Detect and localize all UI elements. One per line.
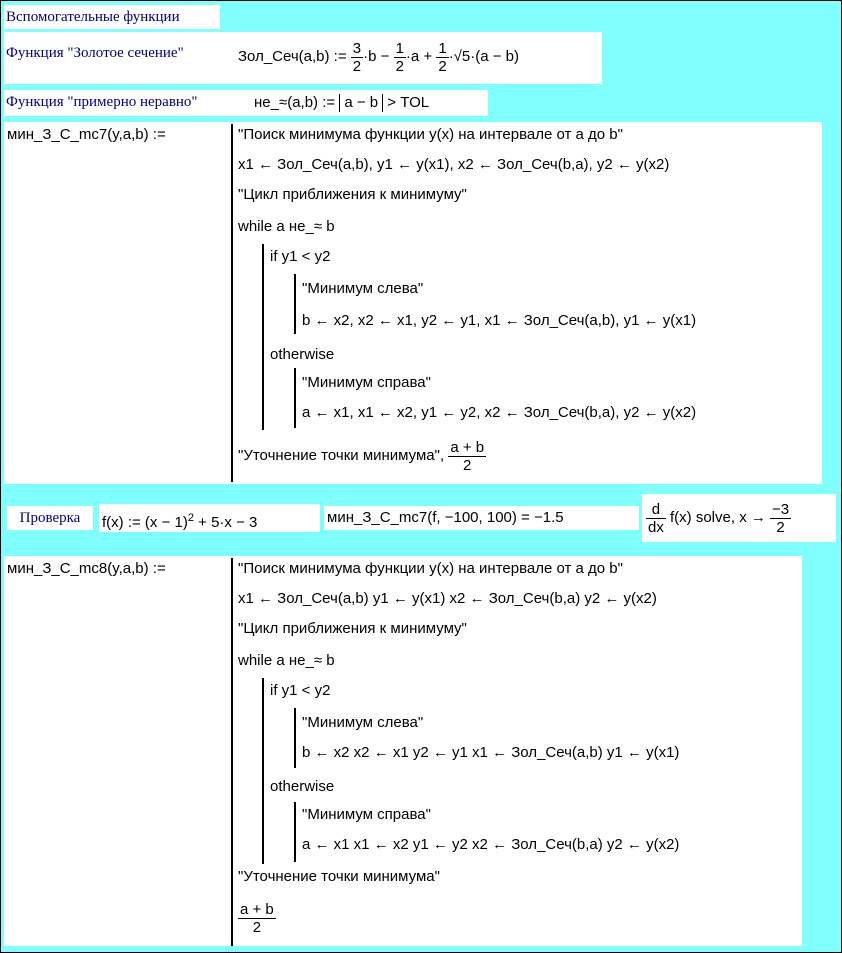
left-branch-line: b ← x2 x2 ← x1 y2 ← y1 x1 ← Зол_Сеч(a,b) y1 ← y(x1) bbox=[302, 744, 680, 761]
golden-section-region[interactable] bbox=[4, 32, 602, 84]
symbolic-derivative-solve[interactable]: $\frac{d}{dx}$ f(x) solve, x → $\frac{-3}{2}$ bbox=[642, 494, 836, 542]
fraction: $\frac{a + b}{2}$ bbox=[450, 438, 485, 474]
right-branch-line: a ← x1, x1 ← x2, y1 ← y2, x2 ← Зол_Сеч(b,a), y2 ← y(x2) bbox=[302, 404, 697, 421]
fraction: $\frac{1}{2}$ bbox=[438, 39, 447, 75]
approx-neq-label: Функция "примерно неравно" bbox=[6, 94, 198, 110]
fraction: $\frac{1}{2}$ bbox=[395, 39, 404, 75]
program-mc8-region[interactable] bbox=[4, 556, 802, 946]
program-comment: "Минимум слева" bbox=[302, 280, 424, 297]
golden-section-definition: Зол_Сеч(a,b) := $\frac{3}{2}$ ·b − $\frac{1}{2}$ ·a + $\frac{1}{2}$ ·√5·(a − b) bbox=[238, 39, 520, 75]
while-bar bbox=[262, 678, 264, 864]
program-comment: "Минимум слева" bbox=[302, 714, 424, 731]
fraction: $\frac{a + b}{2}$ bbox=[240, 900, 274, 936]
program-comment: "Минимум справа" bbox=[302, 806, 431, 823]
while-bar bbox=[262, 244, 264, 430]
program-comment: "Цикл приближения к минимуму" bbox=[238, 186, 467, 203]
program-init-line: x1 ← Зол_Сеч(a,b), y1 ← y(x1), x2 ← Зол_Сеч(b,a), y2 ← y(x2) bbox=[238, 156, 670, 173]
result-line: "Уточнение точки минимума", $\frac{a + b}{2}$ bbox=[238, 438, 485, 474]
otherwise-line: otherwise bbox=[270, 346, 335, 363]
program-bar bbox=[231, 558, 233, 946]
program-mc7-region[interactable] bbox=[4, 122, 822, 484]
test-function-definition[interactable]: f(x) := $(x - 1)^2 + 5\cdot x - 3$ bbox=[99, 504, 320, 532]
program-comment: "Минимум справа" bbox=[302, 374, 431, 391]
derivative-operator: $\frac{d}{dx}$ bbox=[648, 500, 664, 536]
approx-neq-region[interactable] bbox=[4, 90, 488, 116]
golden-section-label: Функция "Золотое сечение" bbox=[6, 45, 184, 61]
left-branch-line: b ← x2, x2 ← x1, y2 ← y1, x1 ← Зол_Сеч(a,b), y1 ← y(x1) bbox=[302, 312, 697, 329]
approx-neq-definition: не_≈(a,b) := a − b > TOL bbox=[254, 94, 430, 111]
if-line: if y1 < y2 bbox=[270, 248, 331, 265]
program-mc7-definition: мин_З_С_mc7(y,a,b) := bbox=[7, 126, 166, 143]
otherwise-bar bbox=[294, 802, 296, 862]
otherwise-bar bbox=[294, 368, 296, 428]
program-bar bbox=[231, 124, 233, 482]
minimum-call-result[interactable]: мин_З_С_mc7(f, −100, 100) = −1.5 bbox=[324, 506, 639, 530]
while-line: while a не_≈ b bbox=[238, 218, 335, 235]
if-bar bbox=[294, 708, 296, 768]
program-comment: "Поиск минимума функции y(x) на интервале от a до b" bbox=[238, 560, 623, 577]
if-bar bbox=[294, 274, 296, 334]
program-comment: "Цикл приближения к минимуму" bbox=[238, 620, 467, 637]
fraction: $\frac{3}{2}$ bbox=[352, 39, 362, 75]
fraction: $\frac{-3}{2}$ bbox=[772, 500, 790, 536]
if-line: if y1 < y2 bbox=[270, 682, 331, 699]
check-label[interactable]: Проверка bbox=[7, 506, 93, 530]
program-init-line: x1 ← Зол_Сеч(a,b) y1 ← y(x1) x2 ← Зол_Сеч(b,a) y2 ← y(x2) bbox=[238, 590, 657, 607]
while-line: while a не_≈ b bbox=[238, 652, 335, 669]
program-comment: "Поиск минимума функции y(x) на интервале от a до b" bbox=[238, 126, 623, 143]
program-mc8-definition: мин_З_С_mc8(y,a,b) := bbox=[7, 560, 166, 577]
section-title[interactable]: Вспомогательные функции bbox=[4, 5, 220, 29]
result-fraction bbox=[238, 898, 276, 938]
otherwise-line: otherwise bbox=[270, 778, 335, 795]
right-branch-line: a ← x1 x1 ← x2 y1 ← y2 x2 ← Зол_Сеч(b,a) y2 ← y(x2) bbox=[302, 836, 680, 853]
program-comment: "Уточнение точки минимума" bbox=[238, 868, 440, 885]
